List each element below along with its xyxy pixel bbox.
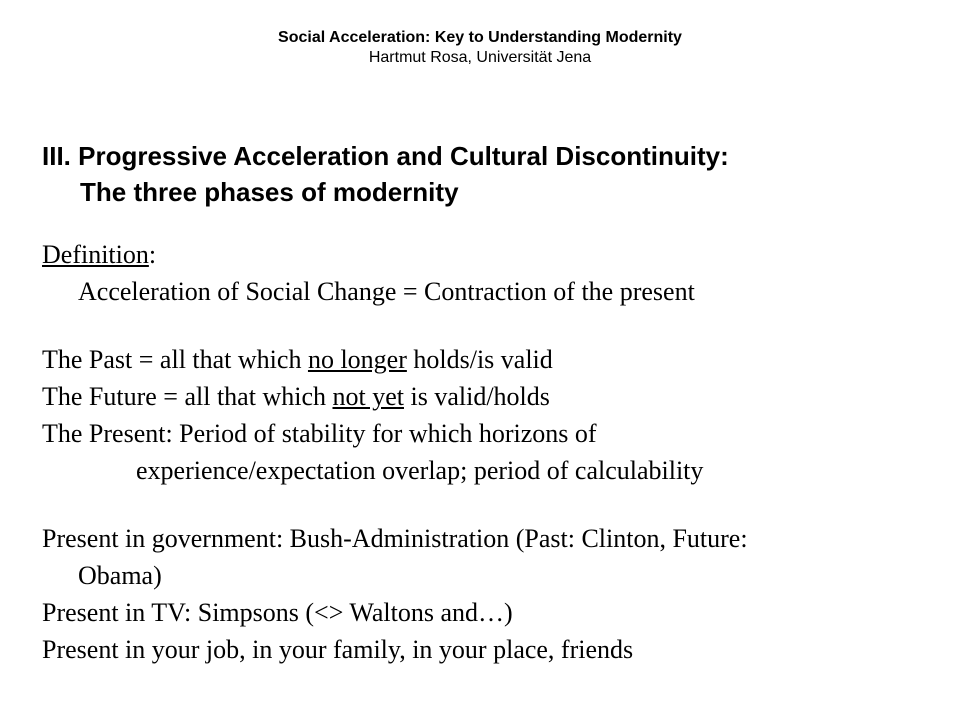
slide-title: Social Acceleration: Key to Understanding Modernity [278, 29, 682, 46]
section-heading-line-2: The three phases of modernity [80, 177, 459, 207]
spacer [42, 310, 932, 341]
definition-text: Acceleration of Social Change = Contraction of the present [78, 277, 695, 306]
section-heading [42, 138, 922, 210]
past-emphasis: no longer [307, 345, 407, 374]
government-line-1: Present in government: Bush-Administration (Past: Clinton, Future: [42, 524, 748, 553]
spacer [42, 489, 932, 520]
past-post: holds/is valid [406, 345, 553, 374]
slide-header [0, 28, 960, 68]
slide-author: Hartmut Rosa, Universität Jena [368, 49, 592, 66]
past-line [42, 341, 932, 378]
slide-body [42, 236, 932, 668]
section-heading-line-1: III. Progressive Acceleration and Cultural Discontinuity: [42, 141, 729, 171]
job-line: Present in your job, in your family, in your place, friends [42, 635, 634, 664]
present-line-1: The Present: Period of stability for which horizons of [42, 419, 597, 448]
future-post: is valid/holds [403, 382, 550, 411]
future-pre: The Future = all that which [42, 382, 333, 411]
definition-label: Definition [42, 240, 149, 269]
present-line-2: experience/expectation overlap; period of calculability [136, 456, 704, 485]
definition-label-line [42, 236, 932, 273]
future-line [42, 378, 932, 415]
tv-line: Present in TV: Simpsons (<> Waltons and…) [42, 598, 513, 627]
government-line-2: Obama) [78, 561, 162, 590]
future-emphasis: not yet [332, 382, 404, 411]
definition-colon: : [148, 240, 157, 269]
past-pre: The Past = all that which [42, 345, 308, 374]
